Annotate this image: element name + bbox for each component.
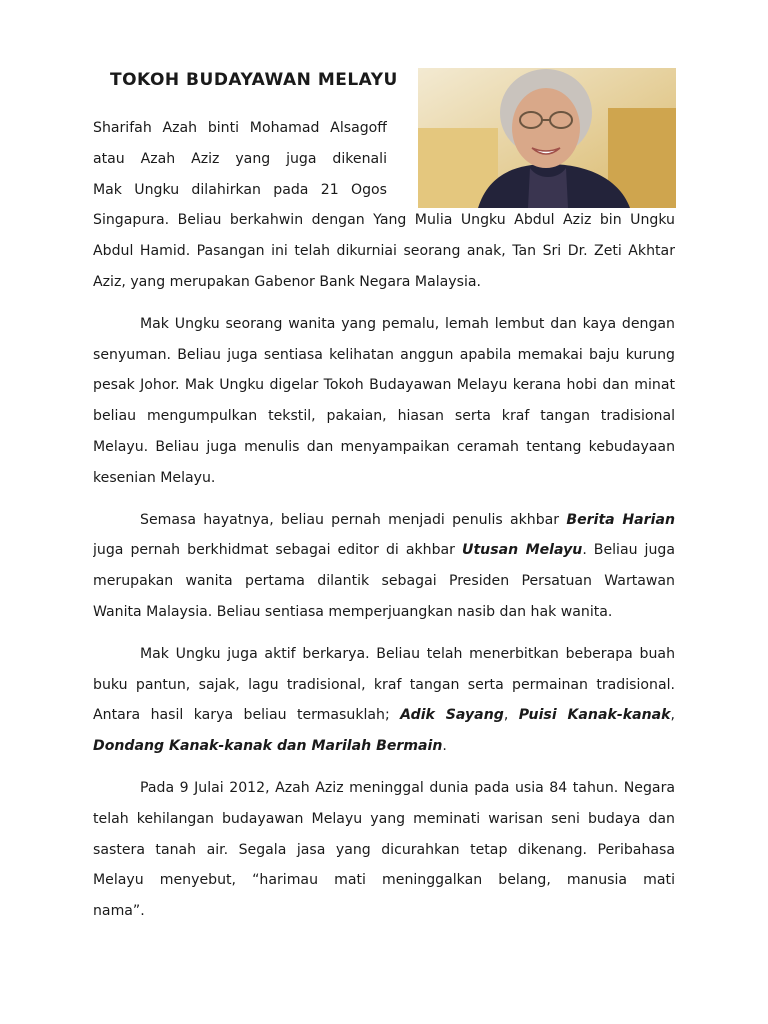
paragraph-line: Melayu. Beliau juga menulis dan menyampaikan ceramah tentang kebudayaan xyxy=(93,438,675,455)
book-title: Dondang Kanak-kanak dan Marilah Bermain xyxy=(93,738,443,755)
paragraph-line: kesenian Melayu. xyxy=(93,469,216,486)
paragraph-line: Pada 9 Julai 2012, Azah Aziz meninggal dunia pada usia 84 tahun. Negara xyxy=(140,779,675,796)
paragraph-line: Wanita Malaysia. Beliau sentiasa memperjuangkan nasib dan hak wanita. xyxy=(93,603,613,620)
paragraph-line: Aziz, yang merupakan Gabenor Bank Negara Malaysia. xyxy=(93,273,481,290)
paragraph-line: Dondang Kanak-kanak dan Marilah Bermain. xyxy=(93,738,447,755)
paragraph-line: Semasa hayatnya, beliau pernah menjadi penulis akhbar Berita Harian xyxy=(140,511,675,528)
book-title: Puisi Kanak-kanak xyxy=(518,707,671,724)
paragraph-line: Abdul Hamid. Pasangan ini telah dikurniai seorang anak, Tan Sri Dr. Zeti Akhtar xyxy=(93,243,675,260)
paragraph-line: Antara hasil karya beliau termasuklah; Adik Sayang, Puisi Kanak-kanak, xyxy=(93,707,675,724)
paragraph-line: juga pernah berkhidmat sebagai editor di akhbar Utusan Melayu. Beliau juga xyxy=(93,542,675,559)
paragraph-line: nama”. xyxy=(93,903,145,920)
paragraph-line: Mak Ungku dilahirkan pada 21 Ogos xyxy=(93,181,387,198)
paragraph-line: buku pantun, sajak, lagu tradisional, kraf tangan serta permainan tradisional. xyxy=(93,676,675,693)
paragraph-line: Mak Ungku seorang wanita yang pemalu, lemah lembut dan kaya dengan xyxy=(140,315,675,332)
newspaper-name: Berita Harian xyxy=(566,511,675,528)
paragraph-line: atau Azah Aziz yang juga dikenali xyxy=(93,150,387,167)
paragraph-line: merupakan wanita pertama dilantik sebagai Presiden Persatuan Wartawan xyxy=(93,573,675,590)
paragraph-line: sastera tanah air. Segala jasa yang dicurahkan tetap dikenang. Peribahasa xyxy=(93,841,675,858)
book-title: Adik Sayang xyxy=(400,707,504,724)
paragraph-line: beliau mengumpulkan tekstil, pakaian, hiasan serta kraf tangan tradisional xyxy=(93,408,675,425)
paragraph-line: Sharifah Azah binti Mohamad Alsagoff xyxy=(93,120,387,136)
paragraph-line: senyuman. Beliau juga sentiasa kelihatan anggun apabila memakai baju kurung xyxy=(93,346,675,363)
page-title: TOKOH BUDAYAWAN MELAYU xyxy=(110,70,398,90)
paragraph-line: Mak Ungku juga aktif berkarya. Beliau telah menerbitkan beberapa buah xyxy=(140,645,675,662)
paragraph-line: Singapura. Beliau berkahwin dengan Yang Mulia Ungku Abdul Aziz bin Ungku xyxy=(93,212,675,229)
newspaper-name: Utusan Melayu xyxy=(462,542,583,559)
paragraph-line: Melayu menyebut, “harimau mati meninggalkan belang, manusia mati xyxy=(93,872,675,889)
paragraph-line: telah kehilangan budayawan Melayu yang meminati warisan seni budaya dan xyxy=(93,810,675,827)
paragraph-line: pesak Johor. Mak Ungku digelar Tokoh Budayawan Melayu kerana hobi dan minat xyxy=(93,377,675,394)
article-body xyxy=(93,113,675,927)
